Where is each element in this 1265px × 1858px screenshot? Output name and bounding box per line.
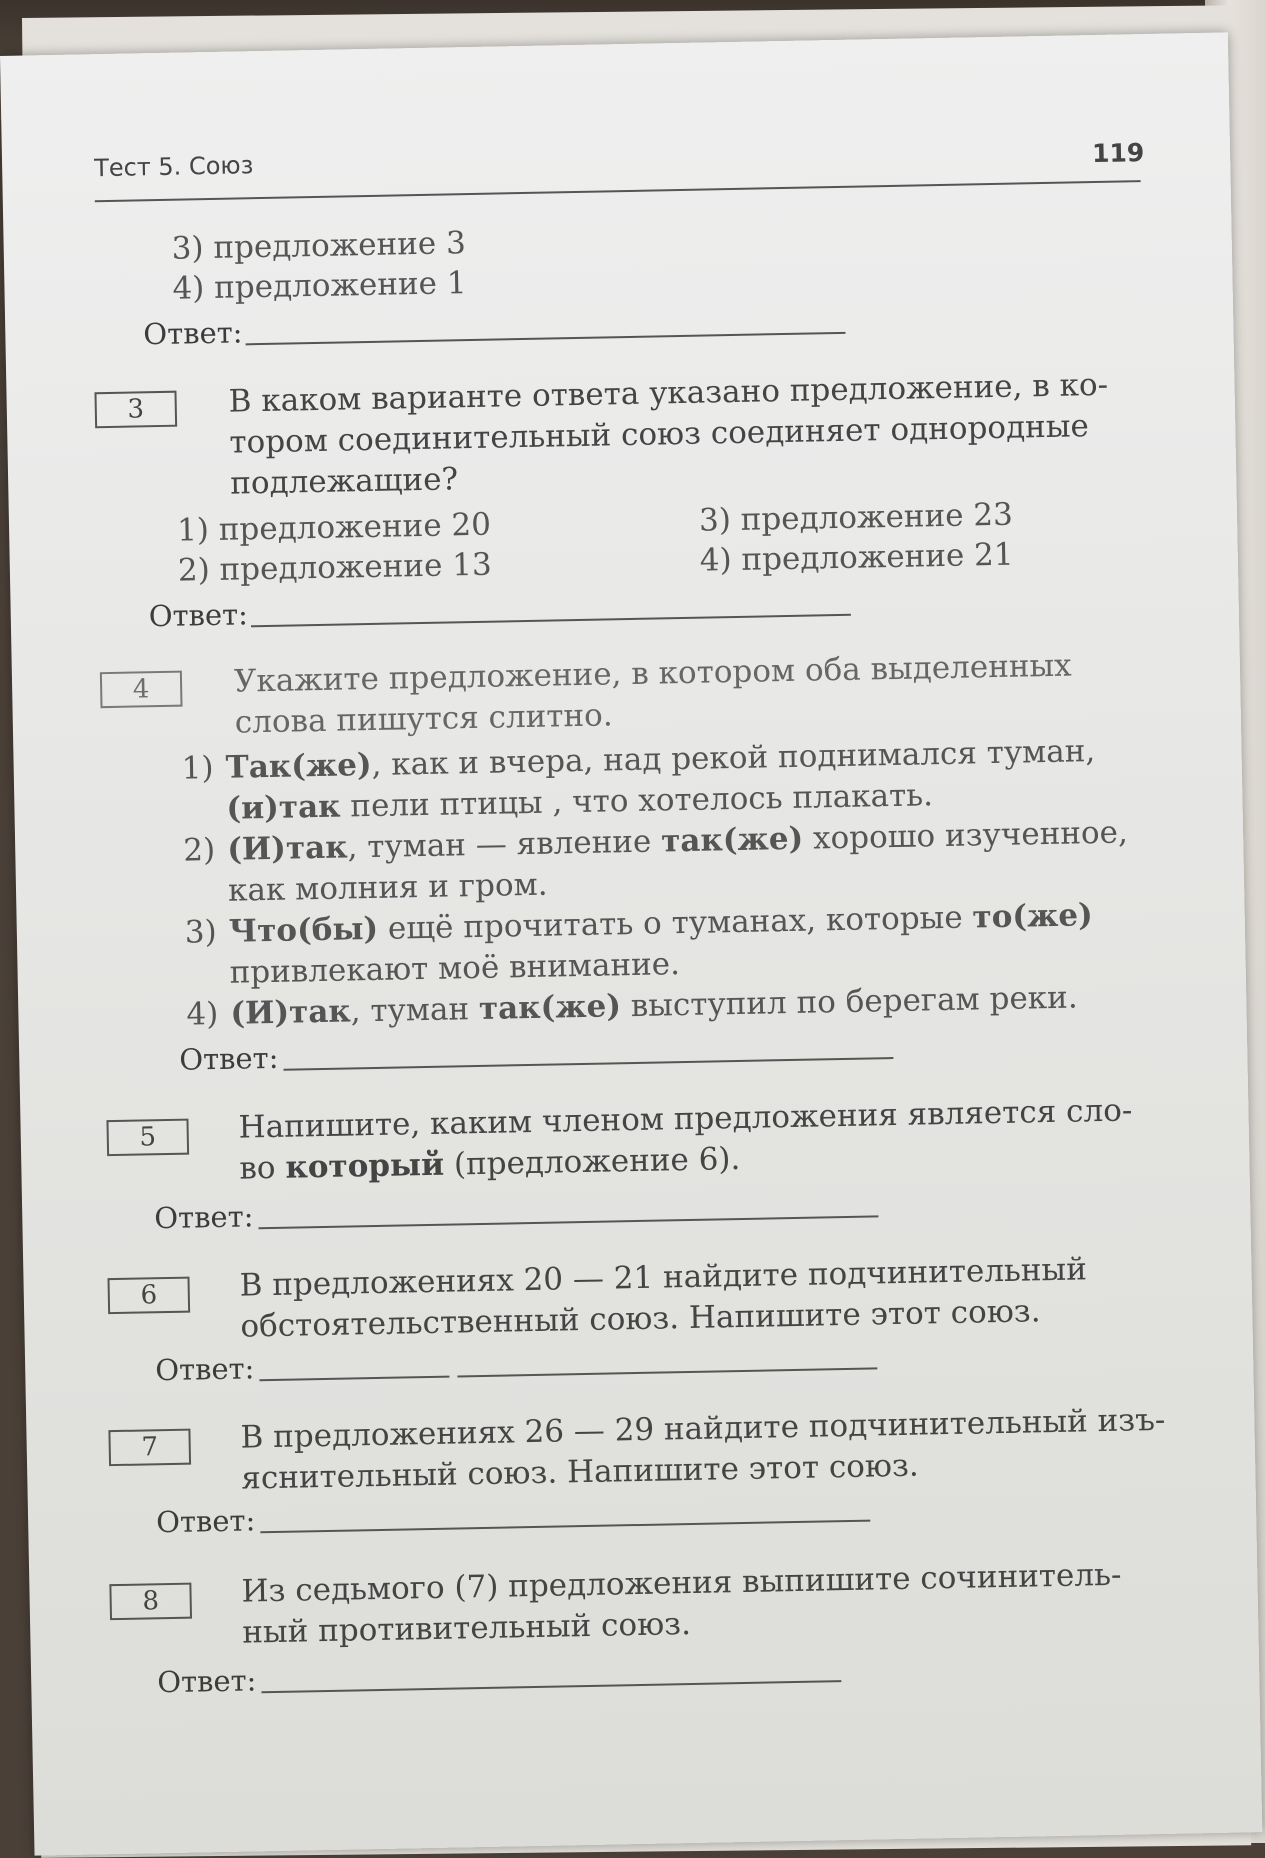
q4-text-line: Укажите предложение, в котором оба выделенных xyxy=(233,647,1072,700)
q5-number-box: 5 xyxy=(106,1119,189,1157)
option-continuation: привлекают моё внимание. xyxy=(229,946,681,991)
highlighted-word: (И)так xyxy=(226,829,348,868)
highlighted-word: который xyxy=(285,1146,445,1186)
q5-text-line: Напишите, каким членом предложения является сло- xyxy=(238,1092,1133,1146)
option-number: 1) xyxy=(181,750,214,787)
q3-option-3: 3) предложение 23 xyxy=(698,496,1014,539)
q2-answer-label: Ответ: xyxy=(143,315,243,352)
header-divider xyxy=(95,180,1141,202)
q6-text xyxy=(239,1248,1180,1348)
q6-answer-label: Ответ: xyxy=(154,1351,255,1388)
q5-answer-field[interactable] xyxy=(259,1215,879,1229)
q8-text-line: ный противительный союз. xyxy=(241,1606,692,1651)
q5-text-part: (предложение 6). xyxy=(443,1140,741,1183)
q3-option-2: 2) предложение 13 xyxy=(177,546,493,589)
q3-answer-label: Ответ: xyxy=(148,597,249,634)
q6-text-line: обстоятельственный союз. Напишите этот союз. xyxy=(240,1293,1041,1345)
q4-answer-label: Ответ: xyxy=(178,1040,279,1077)
q6-number-box: 6 xyxy=(107,1277,190,1315)
highlighted-word: (и)так xyxy=(226,788,341,827)
q8-text-line: Из седьмого (7) предложения выпишите сочинитель- xyxy=(241,1556,1122,1610)
q4-text-line: слова пишутся слитно. xyxy=(234,697,613,741)
option-text: пели птицы , что хотелось плакать. xyxy=(340,777,934,825)
page-header-title: Тест 5. Союз xyxy=(93,151,254,183)
highlighted-word: Так(же) xyxy=(225,747,372,786)
q4-answer-field[interactable] xyxy=(283,1057,893,1071)
q8-text xyxy=(241,1554,1182,1654)
page-number: 119 xyxy=(1091,138,1145,169)
option-number: 4) xyxy=(186,995,219,1033)
option-continuation: как молния и гром. xyxy=(227,866,548,909)
option-text: , как и вчера, над рекой поднимался туман, xyxy=(371,733,1096,783)
q7-text xyxy=(240,1400,1181,1500)
q7-answer-label: Ответ: xyxy=(155,1503,256,1540)
highlighted-word: так(же) xyxy=(478,988,622,1027)
q8-answer-field[interactable] xyxy=(261,1680,841,1693)
q5-answer-label: Ответ: xyxy=(154,1199,254,1236)
workbook-page xyxy=(0,32,1262,1855)
q3-text-line: В каком варианте ответа указано предложение, в ко- xyxy=(228,366,1109,420)
q5-text xyxy=(238,1090,1179,1190)
q6-answer-field-a[interactable] xyxy=(259,1376,449,1382)
option-text: хорошо изученное, xyxy=(802,814,1129,857)
option-number: 2) xyxy=(182,832,216,869)
option-text: выступил по берегам реки. xyxy=(620,979,1078,1025)
option-number: 3) xyxy=(184,914,218,951)
option-text: , туман xyxy=(350,990,480,1030)
q6-answer-field-b[interactable] xyxy=(457,1367,877,1377)
q7-text-line: В предложениях 26 — 29 найдите подчинительный изъ- xyxy=(240,1401,1166,1456)
q5-text-part: во xyxy=(239,1149,286,1187)
q8-number-box: 8 xyxy=(109,1583,192,1621)
q2-option-4: 4) предложение 1 xyxy=(172,265,467,307)
q3-option-1: 1) предложение 20 xyxy=(176,506,492,549)
q7-number-box: 7 xyxy=(108,1429,191,1467)
q3-number-box: 3 xyxy=(94,391,177,429)
highlighted-word: то(же) xyxy=(972,897,1094,936)
q7-answer-field[interactable] xyxy=(260,1520,870,1534)
option-text: ещё прочитать о туманах, которые xyxy=(377,899,973,947)
q3-option-4: 4) предложение 21 xyxy=(699,536,1014,579)
q3-text xyxy=(228,364,1170,505)
highlighted-word: так(же) xyxy=(660,820,804,860)
q7-text-line: яснительный союз. Напишите этот союз. xyxy=(241,1447,919,1497)
q6-text-line: В предложениях 20 — 21 найдите подчинительный xyxy=(239,1251,1088,1304)
q4-number-box: 4 xyxy=(100,671,183,709)
q3-text-line: подлежащие? xyxy=(229,461,459,502)
q4-text xyxy=(234,644,1175,744)
q3-text-line: тором соединительный союз соединяет однородные xyxy=(229,408,1090,461)
q8-answer-label: Ответ: xyxy=(156,1663,257,1700)
option-text: , туман — явление xyxy=(347,823,662,866)
q2-option-3: 3) предложение 3 xyxy=(171,225,467,267)
q3-answer-field[interactable] xyxy=(251,614,851,628)
highlighted-word: Что(бы) xyxy=(228,910,379,950)
q2-answer-field[interactable] xyxy=(246,332,846,346)
highlighted-word: (И)так xyxy=(230,993,352,1032)
